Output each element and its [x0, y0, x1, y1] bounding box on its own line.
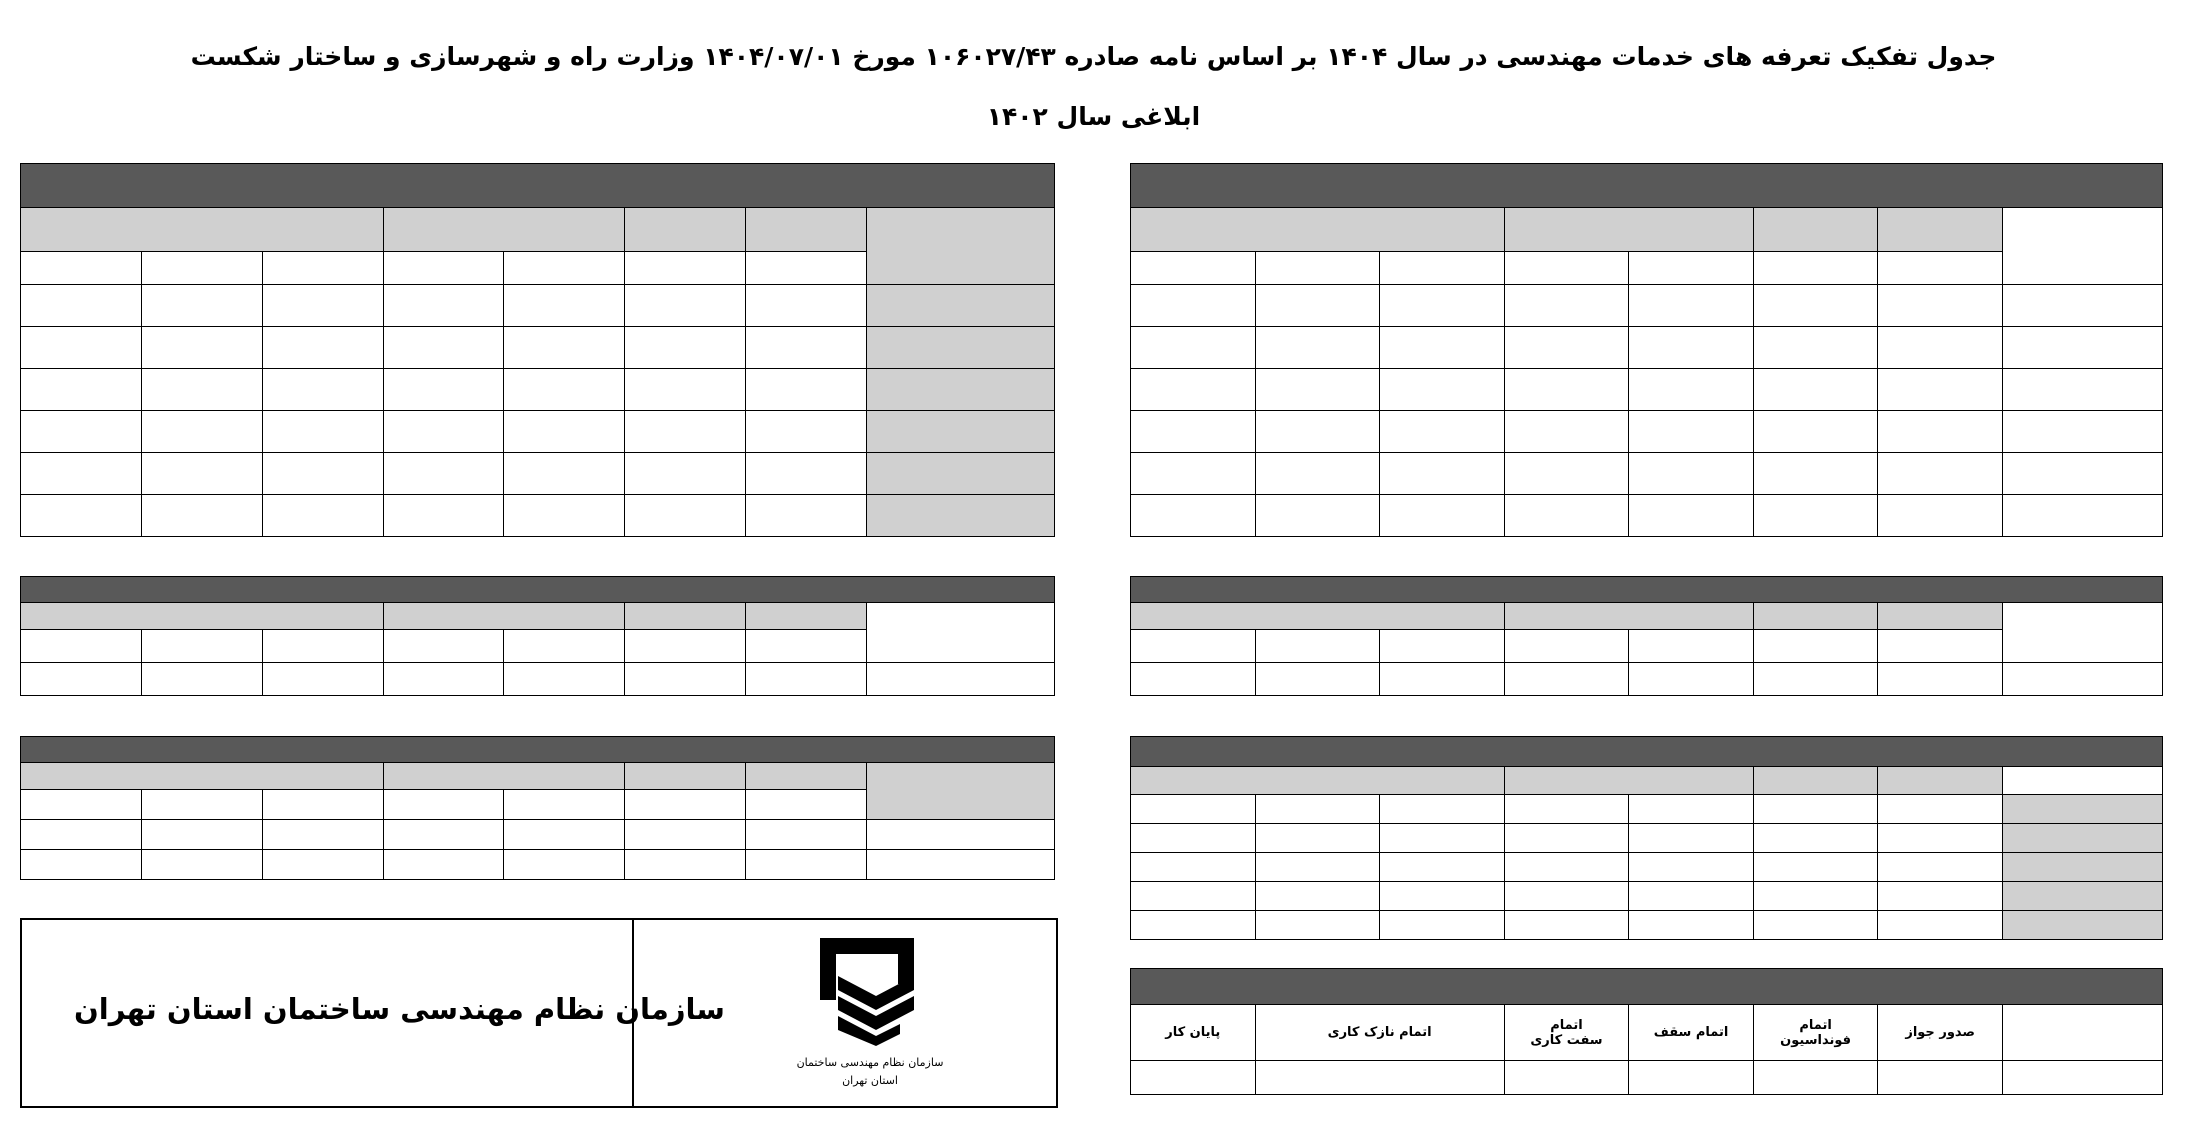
value-cell [1629, 824, 1754, 853]
floor-header [625, 252, 746, 285]
group-header [1131, 767, 1505, 795]
group-header [1504, 767, 1753, 795]
value-cell [1504, 853, 1629, 882]
row-label [2002, 369, 2162, 411]
value-cell [1131, 285, 1256, 327]
org-name: سازمان نظام مهندسی ساختمان استان تهران [74, 992, 725, 1026]
value-cell [1380, 285, 1505, 327]
value-cell [1380, 453, 1505, 495]
value-cell [141, 411, 262, 453]
value-cell [383, 369, 504, 411]
value-cell [1878, 853, 2003, 882]
row-label [866, 285, 1054, 327]
value-cell [1878, 411, 2003, 453]
value-cell [1753, 911, 1878, 940]
value-cell [625, 850, 746, 880]
value-cell [504, 850, 625, 880]
value-cell [141, 495, 262, 537]
floor-header [1878, 630, 2003, 663]
value-cell [1878, 495, 2003, 537]
value-cell [1629, 369, 1754, 411]
payment-stage [1753, 1005, 1878, 1061]
row-label [2002, 663, 2162, 696]
value-cell [1504, 795, 1629, 824]
floor-header [383, 252, 504, 285]
floor-header [21, 790, 142, 820]
table-title [1131, 164, 2163, 208]
value-cell [1131, 853, 1256, 882]
floor-header [21, 630, 142, 663]
value-cell [746, 411, 867, 453]
table-title [1131, 969, 2163, 1005]
floor-header [625, 790, 746, 820]
payment-stage-line: اتمام [1550, 1017, 1583, 1033]
value-cell [1878, 285, 2003, 327]
value-cell [1878, 911, 2003, 940]
row-label [866, 369, 1054, 411]
table-row [21, 820, 1055, 850]
payment-stage-line: صدور جواز [1905, 1025, 1975, 1040]
table-row [1131, 369, 2163, 411]
table-row [21, 495, 1055, 537]
payment-percent [1131, 1061, 1256, 1095]
payment-table [1130, 968, 2163, 1095]
value-cell [1131, 369, 1256, 411]
value-cell [1629, 663, 1754, 696]
value-cell [1255, 795, 1380, 824]
value-cell [262, 495, 383, 537]
value-cell [21, 285, 142, 327]
value-cell [262, 411, 383, 453]
floor-header [141, 252, 262, 285]
group-header [21, 208, 384, 252]
floor-header [262, 252, 383, 285]
floor-header [1629, 252, 1754, 285]
table-title [21, 164, 1055, 208]
value-cell [1380, 369, 1505, 411]
floor-header [1131, 252, 1256, 285]
value-cell [1878, 369, 2003, 411]
table-row [1131, 824, 2163, 853]
floor-header [262, 630, 383, 663]
payment-stage [1878, 1005, 2003, 1061]
value-cell [21, 369, 142, 411]
value-cell [1753, 453, 1878, 495]
value-cell [746, 453, 867, 495]
value-cell [1255, 853, 1380, 882]
table-row [1131, 495, 2163, 537]
value-cell [504, 663, 625, 696]
value-cell [1131, 795, 1256, 824]
value-cell [1629, 453, 1754, 495]
value-cell [504, 327, 625, 369]
floor-header [1753, 630, 1878, 663]
group-header [746, 208, 867, 252]
row-label [2002, 853, 2162, 882]
value-cell [1878, 882, 2003, 911]
value-cell [141, 327, 262, 369]
row-label [866, 411, 1054, 453]
row-label [2002, 285, 2162, 327]
table-row [21, 369, 1055, 411]
value-cell [1878, 795, 2003, 824]
value-cell [21, 411, 142, 453]
group-header [625, 208, 746, 252]
table-row [21, 411, 1055, 453]
value-cell [1504, 882, 1629, 911]
value-cell [1753, 882, 1878, 911]
row-label [2002, 411, 2162, 453]
table-row [1131, 411, 2163, 453]
percent-breakdown-table [1130, 736, 2163, 940]
value-cell [746, 663, 867, 696]
row-label [2002, 1005, 2162, 1061]
table-row [21, 453, 1055, 495]
value-cell [1255, 285, 1380, 327]
group-header [383, 763, 625, 790]
value-cell [262, 663, 383, 696]
value-cell [1753, 795, 1878, 824]
value-cell [746, 327, 867, 369]
value-cell [1753, 369, 1878, 411]
value-cell [141, 453, 262, 495]
value-cell [1380, 411, 1505, 453]
group-header [21, 603, 384, 630]
value-cell [383, 820, 504, 850]
construction-table [20, 576, 1055, 696]
row-label [866, 327, 1054, 369]
floor-header [141, 790, 262, 820]
org-logo-icon [780, 930, 960, 1050]
value-cell [141, 369, 262, 411]
table-row [1131, 853, 2163, 882]
value-cell [383, 411, 504, 453]
group-header [1504, 208, 1753, 252]
floor-header [383, 790, 504, 820]
floor-header [1255, 252, 1380, 285]
value-cell [383, 285, 504, 327]
value-cell [141, 850, 262, 880]
value-cell [1629, 795, 1754, 824]
group-header [383, 208, 625, 252]
row-label [2002, 495, 2162, 537]
payment-stage-line: اتمام نازک کاری [1327, 1025, 1432, 1040]
page-subtitle: ابلاغی سال ۱۴۰۲ [986, 102, 1201, 131]
value-cell [1504, 411, 1629, 453]
payment-stage [1504, 1005, 1629, 1061]
row-header [2002, 208, 2162, 285]
value-cell [1753, 327, 1878, 369]
page-title: جدول تفکیک تعرفه های خدمات مهندسی در سال ۱۴۰۴ بر اساس نامه صادره ۱۰۶۰۲۷/۴۳ مورخ ۱۴۰۴/۰۷/۰۱ وزارت راه و شهرسازی و ساختار شکست [190, 42, 1997, 71]
value-cell [262, 453, 383, 495]
payment-stage-line: اتمام سقف [1653, 1025, 1729, 1040]
floor-header [504, 790, 625, 820]
value-cell [1504, 285, 1629, 327]
value-cell [141, 820, 262, 850]
group-header [746, 763, 867, 790]
floor-header [1753, 252, 1878, 285]
value-cell [1504, 495, 1629, 537]
value-cell [1753, 824, 1878, 853]
value-cell [1255, 453, 1380, 495]
value-cell [1380, 495, 1505, 537]
row-label [2002, 911, 2162, 940]
group-header [1131, 208, 1505, 252]
value-cell [1504, 369, 1629, 411]
value-cell [1878, 824, 2003, 853]
group-header [625, 603, 746, 630]
value-cell [1753, 853, 1878, 882]
value-cell [262, 820, 383, 850]
org-logo [780, 930, 960, 1050]
value-cell [1629, 911, 1754, 940]
value-cell [746, 285, 867, 327]
value-cell [504, 495, 625, 537]
value-cell [625, 369, 746, 411]
value-cell [1255, 663, 1380, 696]
payment-stage [1131, 1005, 1256, 1061]
value-cell [625, 327, 746, 369]
group-header [1878, 208, 2003, 252]
value-cell [1131, 327, 1256, 369]
group-header [625, 763, 746, 790]
value-cell [1255, 495, 1380, 537]
row-label [866, 820, 1054, 850]
group-header [1753, 208, 1878, 252]
group-header [21, 763, 384, 790]
table-row [21, 285, 1055, 327]
value-cell [1255, 911, 1380, 940]
floor-header [746, 252, 867, 285]
row-header [866, 763, 1054, 820]
floor-header [1380, 630, 1505, 663]
value-cell [1753, 285, 1878, 327]
value-cell [1629, 882, 1754, 911]
floor-header [383, 630, 504, 663]
row-label [2002, 824, 2162, 853]
row-label [866, 663, 1054, 696]
value-cell [746, 850, 867, 880]
floor-header [141, 630, 262, 663]
fee-percent-table [20, 736, 1055, 880]
value-cell [1504, 453, 1629, 495]
row-label [866, 850, 1054, 880]
value-cell [1131, 824, 1256, 853]
payment-stage-line: سفت کاری [1530, 1032, 1603, 1048]
value-cell [504, 369, 625, 411]
group-header [1878, 603, 2003, 630]
table-title [1131, 577, 2163, 603]
row-label [866, 453, 1054, 495]
group-header [1131, 603, 1505, 630]
value-cell [1255, 327, 1380, 369]
value-cell [1131, 495, 1256, 537]
table-row [1131, 882, 2163, 911]
value-cell [262, 285, 383, 327]
row-header [866, 603, 1054, 663]
value-cell [141, 285, 262, 327]
value-cell [1380, 795, 1505, 824]
value-cell [262, 327, 383, 369]
payment-stage-line: پایان کار [1165, 1025, 1221, 1040]
floor-header [746, 790, 867, 820]
row-header [866, 208, 1054, 285]
row-label [2002, 882, 2162, 911]
value-cell [1380, 882, 1505, 911]
value-cell [504, 820, 625, 850]
floor-header [1504, 630, 1629, 663]
value-cell [383, 495, 504, 537]
value-cell [21, 453, 142, 495]
value-cell [21, 327, 142, 369]
value-cell [1131, 453, 1256, 495]
logo-caption-2: استان تهران [842, 1074, 898, 1087]
value-cell [383, 327, 504, 369]
row-label [2002, 795, 2162, 824]
value-cell [21, 820, 142, 850]
value-cell [1131, 411, 1256, 453]
floor-header [1131, 630, 1256, 663]
payment-percent [1629, 1061, 1754, 1095]
single-supervision-table [1130, 576, 2163, 696]
row-label [2002, 1061, 2162, 1095]
value-cell [746, 369, 867, 411]
value-cell [21, 663, 142, 696]
value-cell [383, 453, 504, 495]
value-cell [1878, 453, 2003, 495]
payment-stage [1255, 1005, 1504, 1061]
value-cell [625, 820, 746, 850]
value-cell [504, 285, 625, 327]
floor-header [625, 630, 746, 663]
floor-header [746, 630, 867, 663]
row-header [2002, 767, 2162, 795]
value-cell [1131, 663, 1256, 696]
value-cell [625, 453, 746, 495]
value-cell [262, 369, 383, 411]
payment-percent [1255, 1061, 1504, 1095]
value-cell [383, 850, 504, 880]
floor-header [21, 252, 142, 285]
value-cell [21, 850, 142, 880]
design-table [20, 163, 1055, 537]
value-cell [1629, 327, 1754, 369]
table-row [1131, 911, 2163, 940]
group-header [1753, 767, 1878, 795]
value-cell [1255, 369, 1380, 411]
value-cell [1255, 824, 1380, 853]
value-cell [1255, 411, 1380, 453]
supervision-table [1130, 163, 2163, 537]
floor-header [1629, 630, 1754, 663]
value-cell [1380, 853, 1505, 882]
value-cell [1380, 824, 1505, 853]
value-cell [625, 285, 746, 327]
value-cell [141, 663, 262, 696]
payment-percent [1504, 1061, 1629, 1095]
group-header [1753, 603, 1878, 630]
payment-percent [1753, 1061, 1878, 1095]
payment-stage-line: اتمام [1799, 1017, 1832, 1033]
row-label [2002, 327, 2162, 369]
payment-percent [1878, 1061, 2003, 1095]
value-cell [262, 850, 383, 880]
value-cell [1380, 327, 1505, 369]
table-title [21, 577, 1055, 603]
floor-header [262, 790, 383, 820]
table-title [1131, 737, 2163, 767]
value-cell [1753, 495, 1878, 537]
value-cell [625, 411, 746, 453]
group-header [383, 603, 625, 630]
value-cell [625, 495, 746, 537]
row-header [2002, 603, 2162, 663]
floor-header [1878, 252, 2003, 285]
value-cell [1131, 882, 1256, 911]
value-cell [1504, 824, 1629, 853]
floor-header [1504, 252, 1629, 285]
value-cell [625, 663, 746, 696]
value-cell [1753, 411, 1878, 453]
value-cell [746, 495, 867, 537]
value-cell [1504, 911, 1629, 940]
logo-caption-1: سازمان نظام مهندسی ساختمان [796, 1056, 944, 1069]
floor-header [1255, 630, 1380, 663]
value-cell [504, 453, 625, 495]
value-cell [1878, 327, 2003, 369]
value-cell [21, 495, 142, 537]
table-row [1131, 795, 2163, 824]
value-cell [1255, 882, 1380, 911]
value-cell [1629, 853, 1754, 882]
group-header [1878, 767, 2003, 795]
table-row [21, 327, 1055, 369]
value-cell [504, 411, 625, 453]
row-label [2002, 453, 2162, 495]
value-cell [1504, 327, 1629, 369]
payment-stage [1629, 1005, 1754, 1061]
value-cell [1380, 663, 1505, 696]
value-cell [746, 820, 867, 850]
row-label [866, 495, 1054, 537]
table-row [1131, 327, 2163, 369]
value-cell [1629, 411, 1754, 453]
value-cell [383, 663, 504, 696]
group-header [746, 603, 867, 630]
floor-header [504, 252, 625, 285]
floor-header [504, 630, 625, 663]
value-cell [1629, 285, 1754, 327]
value-cell [1753, 663, 1878, 696]
group-header [1504, 603, 1753, 630]
value-cell [1380, 911, 1505, 940]
value-cell [1504, 663, 1629, 696]
table-row [21, 850, 1055, 880]
value-cell [1131, 911, 1256, 940]
payment-stage-line: فونداسیون [1780, 1032, 1852, 1048]
table-title [21, 737, 1055, 763]
value-cell [1878, 663, 2003, 696]
table-row [1131, 453, 2163, 495]
value-cell [1629, 495, 1754, 537]
org-box [20, 918, 1058, 1108]
table-row [1131, 285, 2163, 327]
floor-header [1380, 252, 1505, 285]
